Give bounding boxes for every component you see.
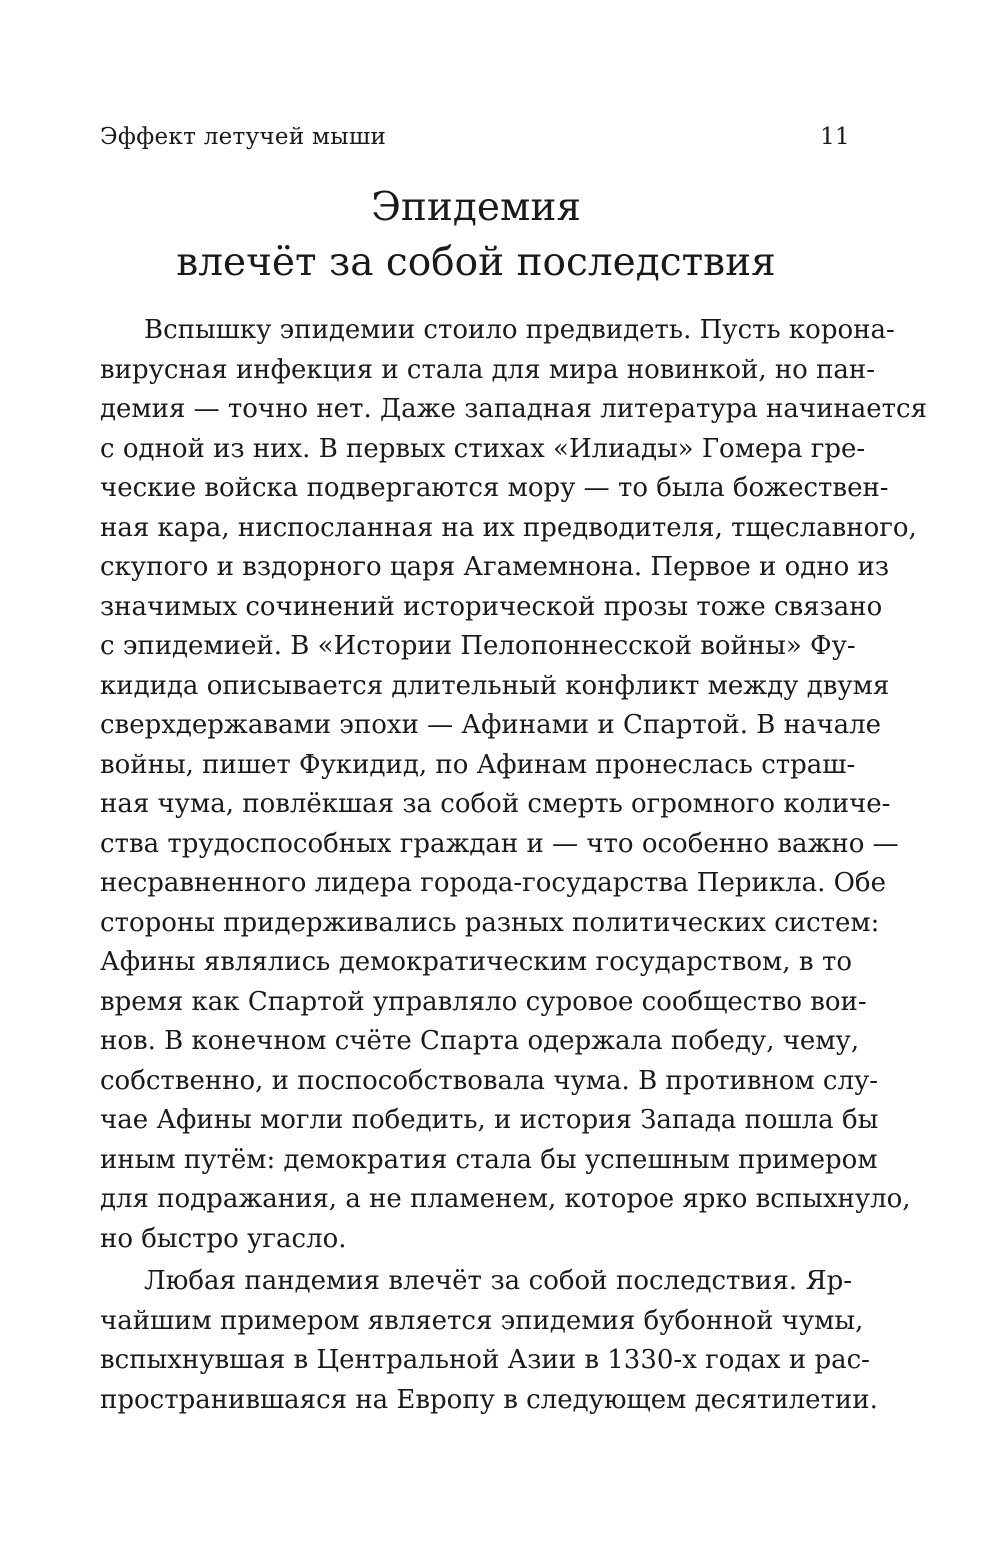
text-line: с одной из них. В первых стихах «Илиады» Гомера гре-: [100, 433, 866, 464]
running-head-title: Эффект летучей мыши: [100, 124, 387, 150]
text-line: иным путём: демократия стала бы успешным примером: [100, 1144, 878, 1175]
text-line: ная кара, ниспосланная на их предводителя, тщеславного,: [100, 512, 917, 543]
chapter-title: [100, 180, 852, 290]
text-line: демия — точно нет. Даже западная литература начинается: [100, 394, 927, 424]
paragraph-container: [100, 311, 927, 1420]
text-line: кидида описывается длительный конфликт между двумя: [100, 670, 890, 701]
chapter-title-line-2: влечёт за собой последствия: [176, 240, 776, 285]
text-line: чайшим примером является эпидемия бубонной чумы,: [100, 1305, 864, 1336]
text-line: Вспышку эпидемии стоило предвидеть. Пусть корона-: [144, 315, 895, 345]
text-line: вспыхнувшая в Центральной Азии в 1330-х годах и рас-: [100, 1345, 870, 1375]
text-line: Любая пандемия влечёт за собой последствия. Яр-: [144, 1266, 852, 1296]
chapter-title-line-1: Эпидемия: [371, 185, 581, 230]
text-line: ческие войска подвергаются мору — то была божествен-: [100, 473, 889, 503]
text-line: сверхдержавами эпохи — Афинами и Спартой. В начале: [100, 710, 882, 740]
text-line: стороны придерживались разных политических систем:: [100, 907, 880, 938]
text-line: нов. В конечном счёте Спарта одержала победу, чему,: [100, 1026, 860, 1056]
text-line: собственно, и поспособствовала чума. В противном слу-: [100, 1065, 879, 1096]
text-line: с эпидемией. В «Истории Пелопоннесской войны» Фу-: [100, 631, 856, 661]
text-line: вирусная инфекция и стала для мира новинкой, но пан-: [100, 354, 876, 385]
paragraph: [100, 1262, 878, 1420]
text-line: значимых сочинений исторической прозы тоже связано: [100, 591, 883, 622]
text-line: пространившаяся на Европу в следующем десятилетии.: [100, 1384, 878, 1415]
text-line: но быстро угасло.: [100, 1223, 347, 1254]
text-line: скупого и вздорного царя Агамемнона. Первое и одно из: [100, 552, 890, 582]
text-line: время как Спартой управляло суровое сообщество вои-: [100, 986, 867, 1017]
paragraph: [100, 311, 927, 1259]
text-line: Афины являлись демократическим государством, в то: [100, 947, 852, 977]
running-head: [100, 124, 850, 164]
text-line: несравненного лидера города-государства Перикла. Обе: [100, 868, 886, 898]
body-text: [100, 311, 927, 1420]
text-line: войны, пишет Фукидид, по Афинам пронеслась страш-: [100, 749, 856, 780]
text-line: для подражания, а не пламенем, которое ярко вспыхнуло,: [100, 1184, 911, 1214]
text-line: ства трудоспособных граждан и — что особенно важно —: [100, 828, 899, 859]
text-line: ная чума, повлёкшая за собой смерть огромного количе-: [100, 789, 891, 819]
text-line: чае Афины могли победить, и история Запада пошла бы: [100, 1105, 879, 1135]
page-number: 11: [820, 124, 850, 150]
